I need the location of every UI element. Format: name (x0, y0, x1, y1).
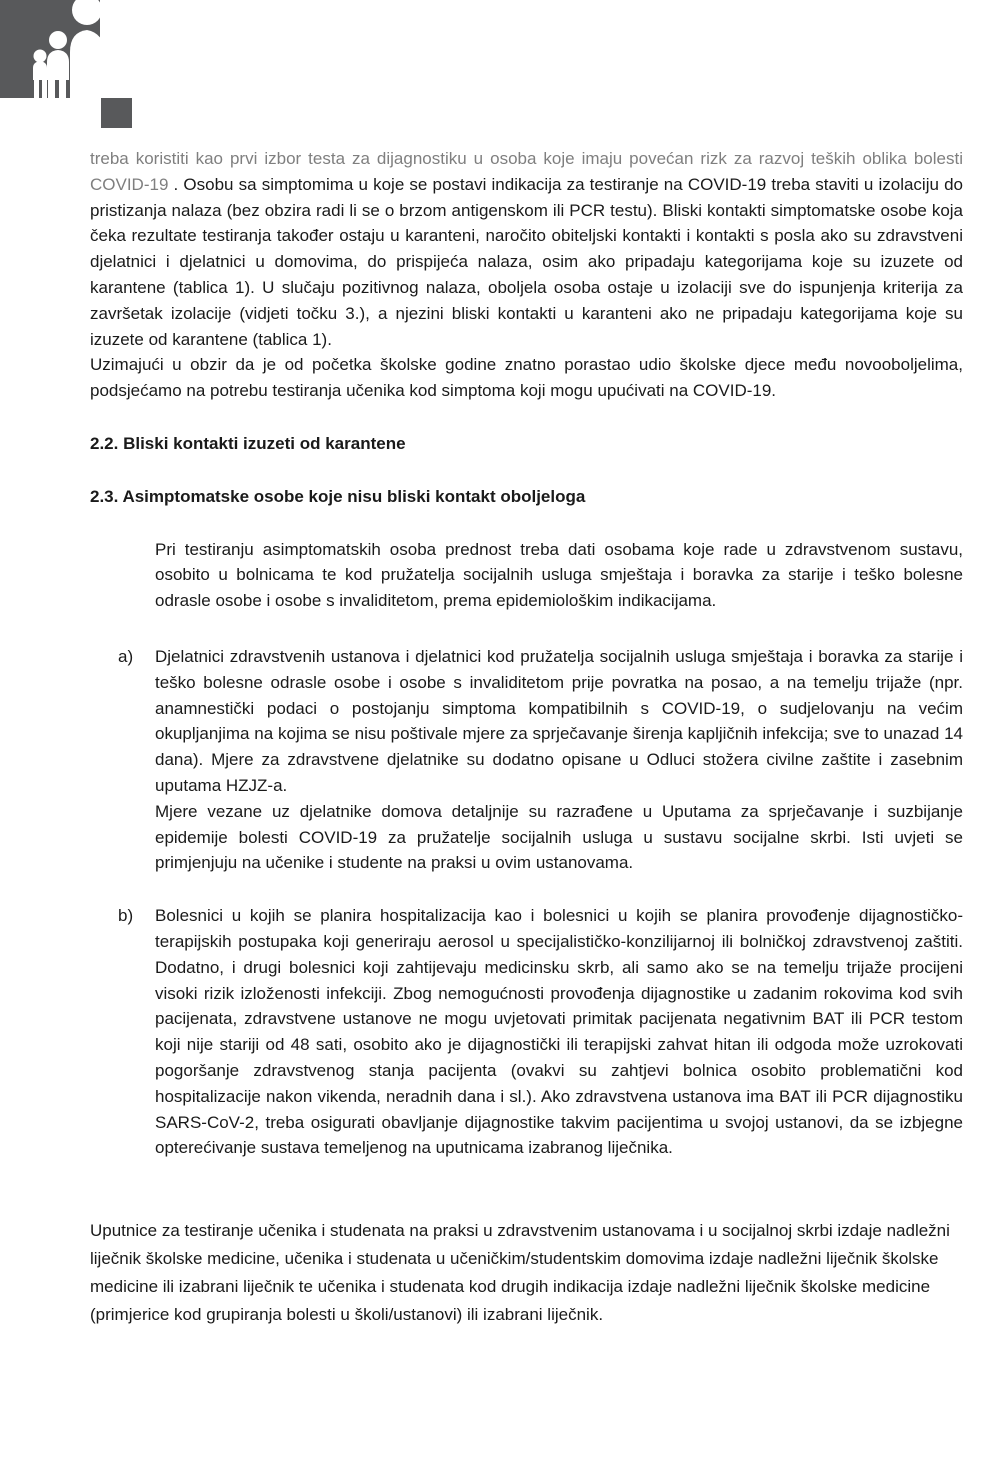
list-item-a-paragraph-2: Mjere vezane uz djelatnike domova detaljnije su razrađene u Uputama za sprječavanje i suzbijanje epidemije bolesti COVID-19 za pružatelje socijalnih usluga u sustavu socijalne skrbi. Isti uvjeti se primjenjuju na učenike i studente na praksi u ovim ustanovama. (155, 801, 963, 873)
org-logo (0, 0, 132, 128)
paragraph-gray-lead: treba koristiti kao prvi izbor testa za dijagnostiku u osoba koje imaju povećan rizk za razvoj teških oblika bolesti COVID-19 (90, 149, 963, 194)
list-item-b-paragraph-1: Bolesnici u kojih se planira hospitalizacija kao i bolesnici u kojih se planira provođenje dijagnostičko-terapijskih postupaka koji generiraju aerosol u specijalističko-konzilijarnoj ili bolničkoj zdravstvenoj zaštiti. Dodatno, i drugi bolesnici koji zahtijevaju medicinsku skrb, ali samo ako se na temelju trijaže procijeni visoki rizik izloženosti infekciji. Zbog nemogućnosti provođenja dijagnostike u zadanim rokovima kod svih pacijenata, zdravstvene ustanove ne mogu uvjetovati primitak pacijenata negativnim BAT ili PCR testom koji nije stariji od 48 sati, osobito ako je dijagnostički ili terapijski zahvat hitan ili odgoda može uzrokovati pogoršanje zdravstvenog stanja pacijenta (ovakvi su zahtjevi bolnica osobito problematični kod hospitalizacije nakon vikenda, neradnih dana i sl.). Ako zdravstvena ustanova ima BAT ili PCR dijagnostiku SARS-CoV-2, treba osigurati obavljanje dijagnostike takvim pacijentima u svojoj ustanovi, da se izbjegne opterećivanje sustava temeljenog na uputnicama izabranog liječnika. (155, 906, 963, 1158)
logo-accent-square (101, 98, 132, 128)
list-item-b (90, 903, 963, 1161)
list-item-a-paragraph-1: Djelatnici zdravstvenih ustanova i djelatnici kod pružatelja socijalnih usluga smještaja i boravka za starije i teško bolesne odrasle osobe i osobe s invaliditetom prije povratka na posao, a na temelju trijaže (npr. anamnestički podaci o postojanju simptoma kompatibilnih s COVID-19, o sudjelovanju na većim okupljanjima na kojima se nisu poštivale mjere za sprječavanje širenja kapljičnih infekcija; sve to unazad 14 dana). Mjere za zdravstvene djelatnike su dodatno opisane u Odluci stožera civilne zaštite i zasebnim uputama HZJZ-a. (155, 646, 963, 795)
heading-2-2: 2.2. Bliski kontakti izuzeti od karantene (90, 433, 406, 453)
document-body (90, 146, 963, 1329)
heading-2-3: 2.3. Asimptomatske osobe koje nisu bliski kontakt oboljeloga (90, 486, 586, 506)
list-item-a (90, 644, 963, 876)
paragraph-school-children: Uzimajući u obzir da je od početka školske godine znatno porastao udio školske djece među novooboljelima, podsjećamo na potrebu testiranja učenika kod simptoma koji mogu upućivati na COVID-19. (90, 355, 963, 401)
paragraph-referrals-closing: Uputnice za testiranje učenika i studenata na praksi u zdravstvenim ustanovama i u socijalnoj skrbi izdaje nadležni liječnik školske medicine, učenika i studenata u učeničkim/studentskim domovima izdaje nadležni liječnik školske medicine ili izabrani liječnik te učenika i studenata kod drugih indikacija izdaje nadležni liječnik školske medicine (primjerice kod grupiranja bolesti u školi/ustanovi) ili izabrani liječnik. (90, 1221, 950, 1325)
list-marker-a: a) (118, 646, 134, 666)
paragraph-testing-isolation (90, 146, 963, 352)
list-marker-b: b) (118, 906, 134, 926)
family-silhouette-icon (0, 0, 132, 128)
paragraph-asymptomatic-intro: Pri testiranju asimptomatskih osoba prednost treba dati osobama koje rade u zdravstvenom sustavu, osobito u bolnicama te kod pružatelja socijalnih usluga smještaja i boravka za starije i teško bolesne odrasle osobe i osobe s invaliditetom, prema epidemiološkim indikacijama. (155, 539, 963, 611)
paragraph-black-continuation: . Osobu sa simptomima u koje se postavi indikacija za testiranje na COVID-19 treba staviti u izolaciju do pristizanja nalaza (bez obzira radi li se o brzom antigenskom ili PCR testu). Bliski kontakti simptomatske osobe koja čeka rezultate testiranja također ostaju u karanteni, naročito obiteljski kontakti i kontakti s posla ako su zdravstveni djelatnici i djelatnici u domovima, do prispijeća nalaza, osim ako pripadaju kategorijama koje su izuzete od karantene (tablica 1). U slučaju pozitivnog nalaza, oboljela osoba ostaje u izolaciji sve do ispunjenja kriterija za završetak izolacije (vidjeti točku 3.), a njezini bliski kontakti u karanteni ako ne pripadaju kategorijama koje su izuzete od karantene (tablica 1). (90, 174, 963, 349)
